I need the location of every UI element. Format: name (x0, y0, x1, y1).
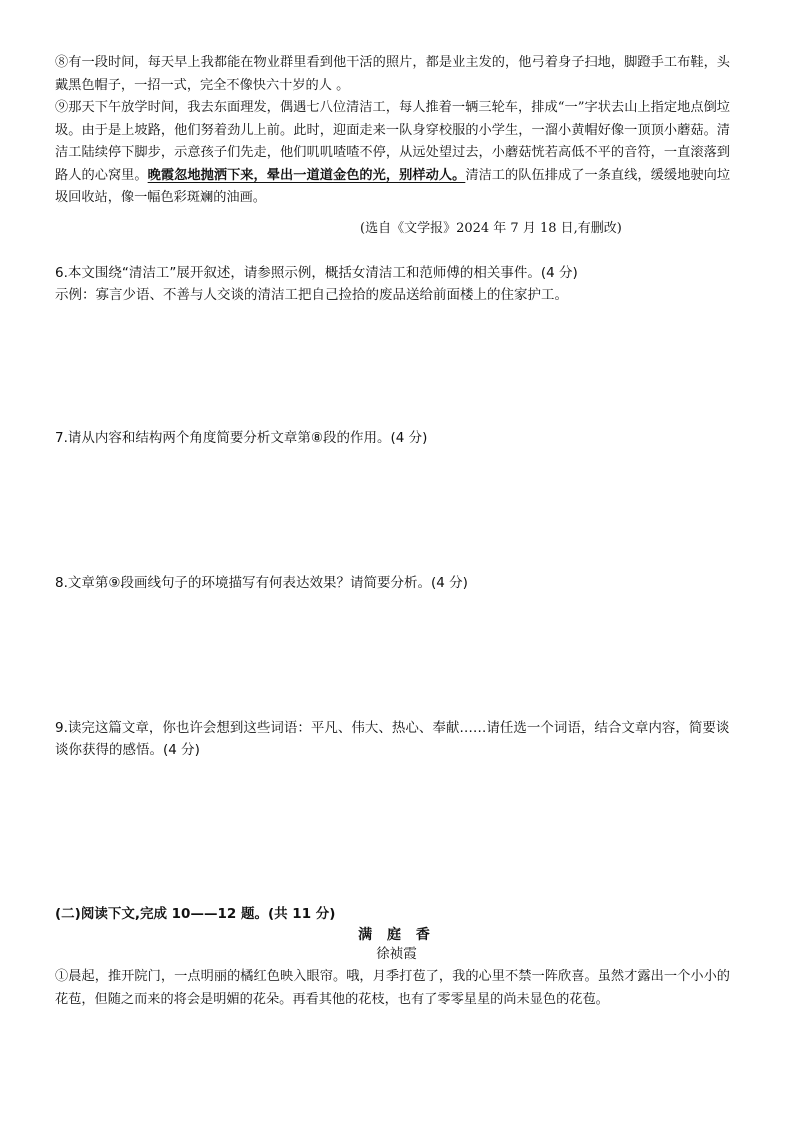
question-6 (55, 262, 735, 306)
paragraph-9-text-b: 清洁工的队伍排成了一条直线，缓缓地驶向垃圾回收站，像一幅色彩斑斓的油画。 (55, 167, 731, 205)
passage-paragraph-9 (55, 97, 730, 210)
question-8: 8.文章第⑨段画线句子的环境描写有何表达效果？请简要分析。(4 分) (55, 575, 468, 591)
paragraph-8-text: ⑧有一段时间，每天早上我都能在物业群里看到他干活的照片，都是业主发的，他弓着身子扫地，脚蹬手工布鞋，头戴黑色帽子，一招一式，完全不像快六十岁的人 。 (55, 55, 730, 93)
question-6-prompt: 6.本文围绕“清洁工”展开叙述，请参照示例，概括女清洁工和范师傅的相关事件。(4 分) (55, 265, 578, 281)
question-9: 9.读完这篇文章，你也许会想到这些词语：平凡、伟大、热心、奉献……请任选一个词语，结合文章内容，简要谈谈你获得的感悟。(4 分) (55, 720, 730, 758)
essay-title: 满 庭 香 (358, 927, 435, 943)
essay-paragraph-1: ①晨起，推开院门，一点明丽的橘红色映入眼帘。哦，月季打苞了，我的心里不禁一阵欣喜。虽然才露出一个小小的花苞，但随之而来的将会是明媚的花朵。再看其他的花枝，也有了零零星星的尚未显色的花苞。 (55, 969, 730, 1007)
essay-author: 徐祯霞 (376, 946, 417, 962)
question-6-example: 示例：寡言少语、不善与人交谈的清洁工把自己捡拾的废品送给前面楼上的住家护工。 (55, 287, 568, 303)
underlined-sentence: 晚霞忽地抛洒下来，晕出一道道金色的光，别样动人。 (147, 167, 466, 183)
question-7: 7.请从内容和结构两个角度简要分析文章第⑧段的作用。(4 分) (55, 430, 428, 446)
section-2-heading: (二)阅读下文,完成 10——12 题。(共 11 分) (55, 906, 336, 922)
source-citation: (选自《文学报》2024 年 7 月 18 日,有删改) (360, 221, 622, 236)
paragraph-9-text-a: ⑨那天下午放学时间，我去东面理发，偶遇七八位清洁工，每人推着一辆三轮车，排成“一”字状去山上指定地点倒垃圾。由于是上坡路，他们努着劲儿上前。此时，迎面走来一队身穿校服的小学生，一溜小黄帽好像一顶顶小蘑菇。清洁工陆续停下脚步，示意孩子们先走，他们叽叽喳喳不停，从远处望过去，小蘑菇恍若高低不平的音符，一直滚落到路人的心窝里。 (55, 100, 730, 183)
passage-paragraph-8 (55, 52, 730, 97)
